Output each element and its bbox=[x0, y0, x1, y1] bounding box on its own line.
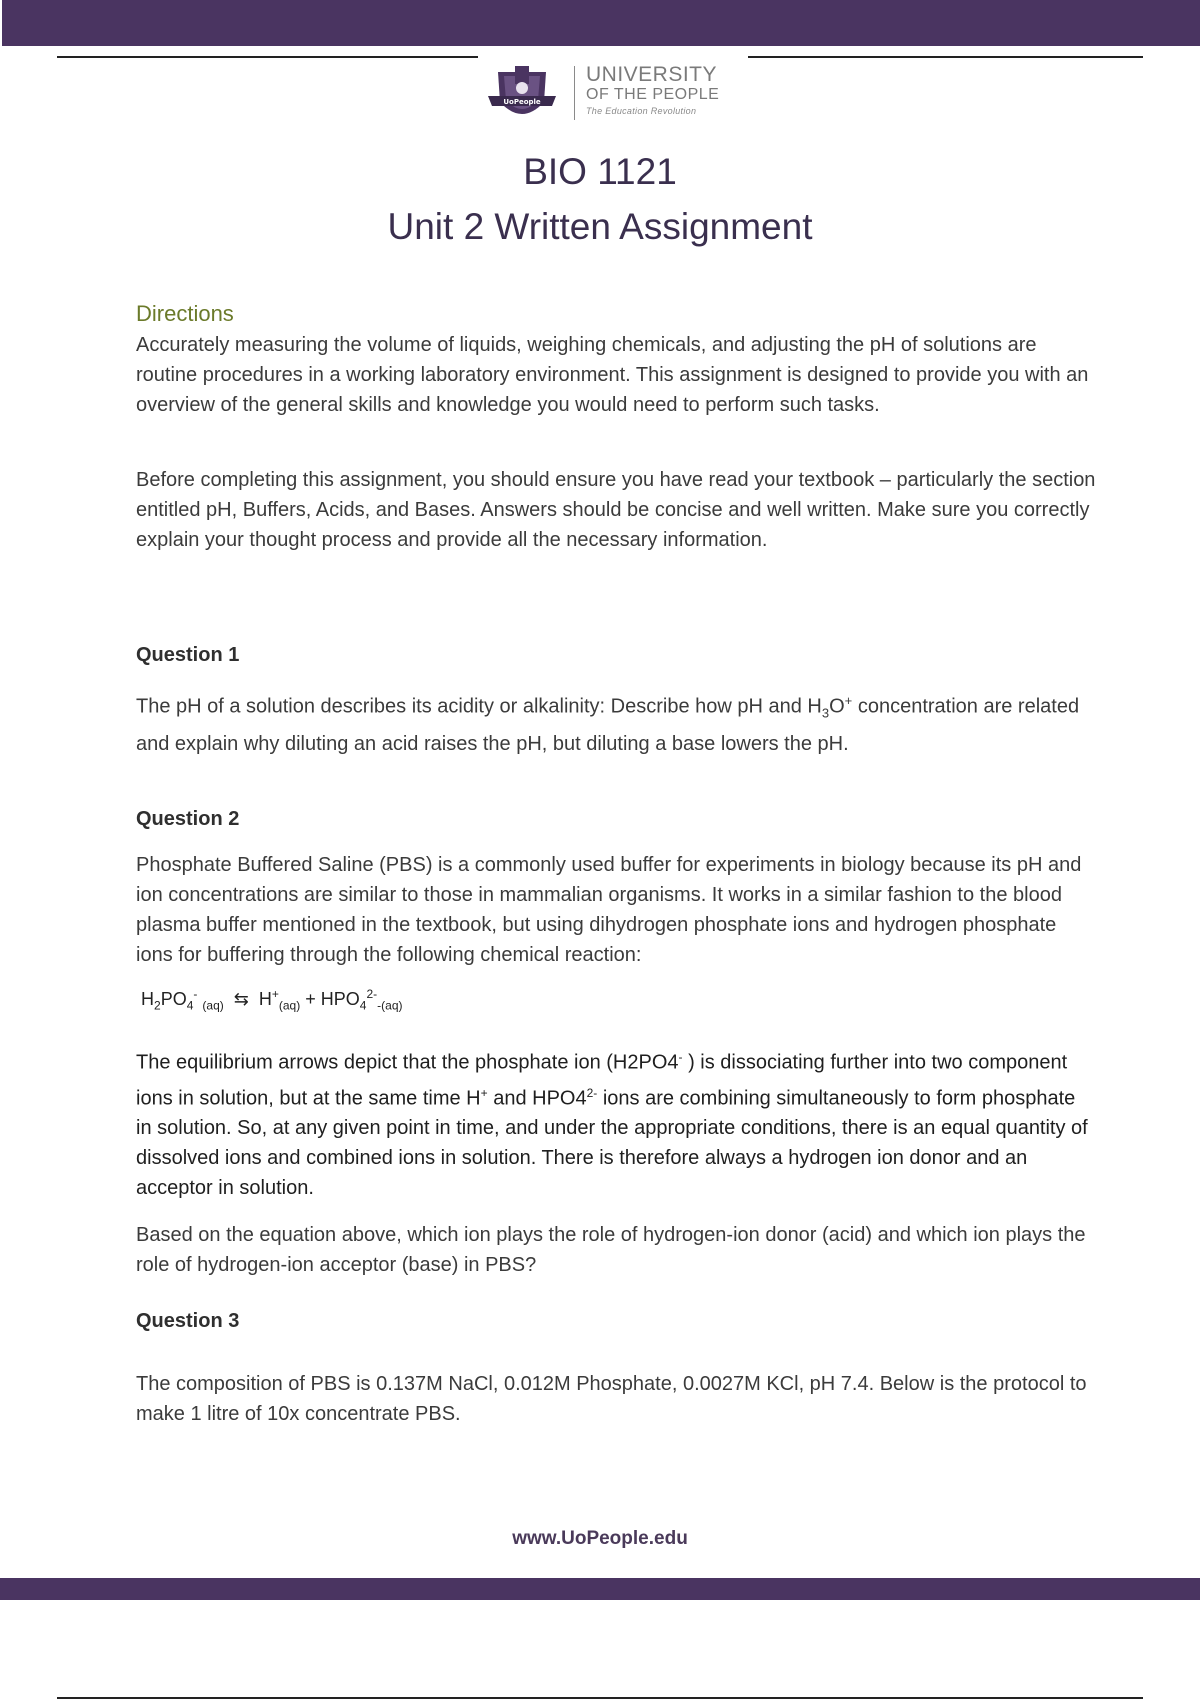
header-rule-right bbox=[748, 56, 1143, 58]
directions-heading: Directions bbox=[136, 301, 234, 326]
directions-paragraph-2: Before completing this assignment, you should ensure you have read your textbook – particularly the section entitled pH, Buffers, Acids, and Bases. Answers should be concise and well written. Make sure you correctly explain your thought process and provide all the necessary information. bbox=[136, 469, 1096, 551]
top-banner bbox=[2, 0, 1200, 46]
footer-website-link[interactable]: www.UoPeople.edu bbox=[512, 1528, 688, 1549]
directions-paragraph-1: Accurately measuring the volume of liquids, weighing chemicals, and adjusting the pH of solutions are routine procedures in a working laboratory environment. This assignment is designed to provide you with an overview of the general skills and knowledge you would need to perform such tasks. bbox=[136, 334, 1089, 416]
assignment-title: Unit 2 Written Assignment bbox=[387, 206, 813, 247]
question-2-explanation: The equilibrium arrows depict that the phosphate ion (H2PO4- ) is dissociating further into two component ions in solution, but at the same time H+ and $HPO4^{2-}$ ions are combining simultaneously to form phosphate in solution. So, at any given point in time, and under the appropriate conditions, there is an equal quantity of dissolved ions and combined ions in solution. There is therefore always a hydrogen ion donor and an acceptor in solution. bbox=[136, 1050, 1088, 1200]
question-1-heading: Question 1 bbox=[136, 644, 240, 666]
next-page-rule bbox=[57, 1697, 1143, 1699]
question-2-intro: Phosphate Buffered Saline (PBS) is a commonly used buffer for experiments in biology because its pH and ion concentrations are similar to those in mammalian organisms. It works in a similar fashion to the blood plasma buffer mentioned in the textbook, but using dihydrogen phosphate ions and hydrogen phosphate ions for buffering through the following chemical reaction: bbox=[136, 854, 1082, 966]
university-logo bbox=[482, 60, 732, 126]
header-rule-left bbox=[57, 56, 478, 58]
question-1-text: The pH of a solution describes its acidity or alkalinity: Describe how pH and $H_3O^+$ concentration are related and explain why diluting an acid raises the pH, but diluting a base lowers the pH. bbox=[136, 693, 1080, 755]
logo-wordmark bbox=[586, 64, 719, 118]
question-2-heading: Question 2 bbox=[136, 808, 240, 830]
question-3-text: The composition of PBS is 0.137M NaCl, 0.012M Phosphate, 0.0027M KCl, pH 7.4. Below is the protocol to make 1 litre of 10x concentrate PBS. bbox=[136, 1373, 1087, 1425]
logo-line-university: UNIVERSITY bbox=[586, 63, 718, 86]
question-2-prompt: Based on the equation above, which ion plays the role of hydrogen-ion donor (acid) and which ion plays the role of hydrogen-ion acceptor (base) in PBS? bbox=[136, 1224, 1086, 1276]
logo-line-people: OF THE PEOPLE bbox=[586, 86, 720, 103]
logo-tagline: The Education Revolution bbox=[586, 106, 697, 116]
question-3-heading: Question 3 bbox=[136, 1310, 240, 1332]
course-code: BIO 1121 bbox=[523, 151, 677, 192]
crest-icon bbox=[482, 62, 562, 126]
logo-badge-text: UoPeople bbox=[503, 98, 541, 106]
equilibrium-arrow-icon: ⇆ bbox=[233, 989, 249, 1009]
buffer-equation: $H_2PO_4^-$ $_{(aq)}$ ⇆ $H^+_{(aq)} + HPO_4^{2-}_{-(aq)}$ bbox=[141, 987, 403, 1013]
logo-divider bbox=[574, 66, 575, 120]
bottom-banner bbox=[0, 1578, 1200, 1600]
